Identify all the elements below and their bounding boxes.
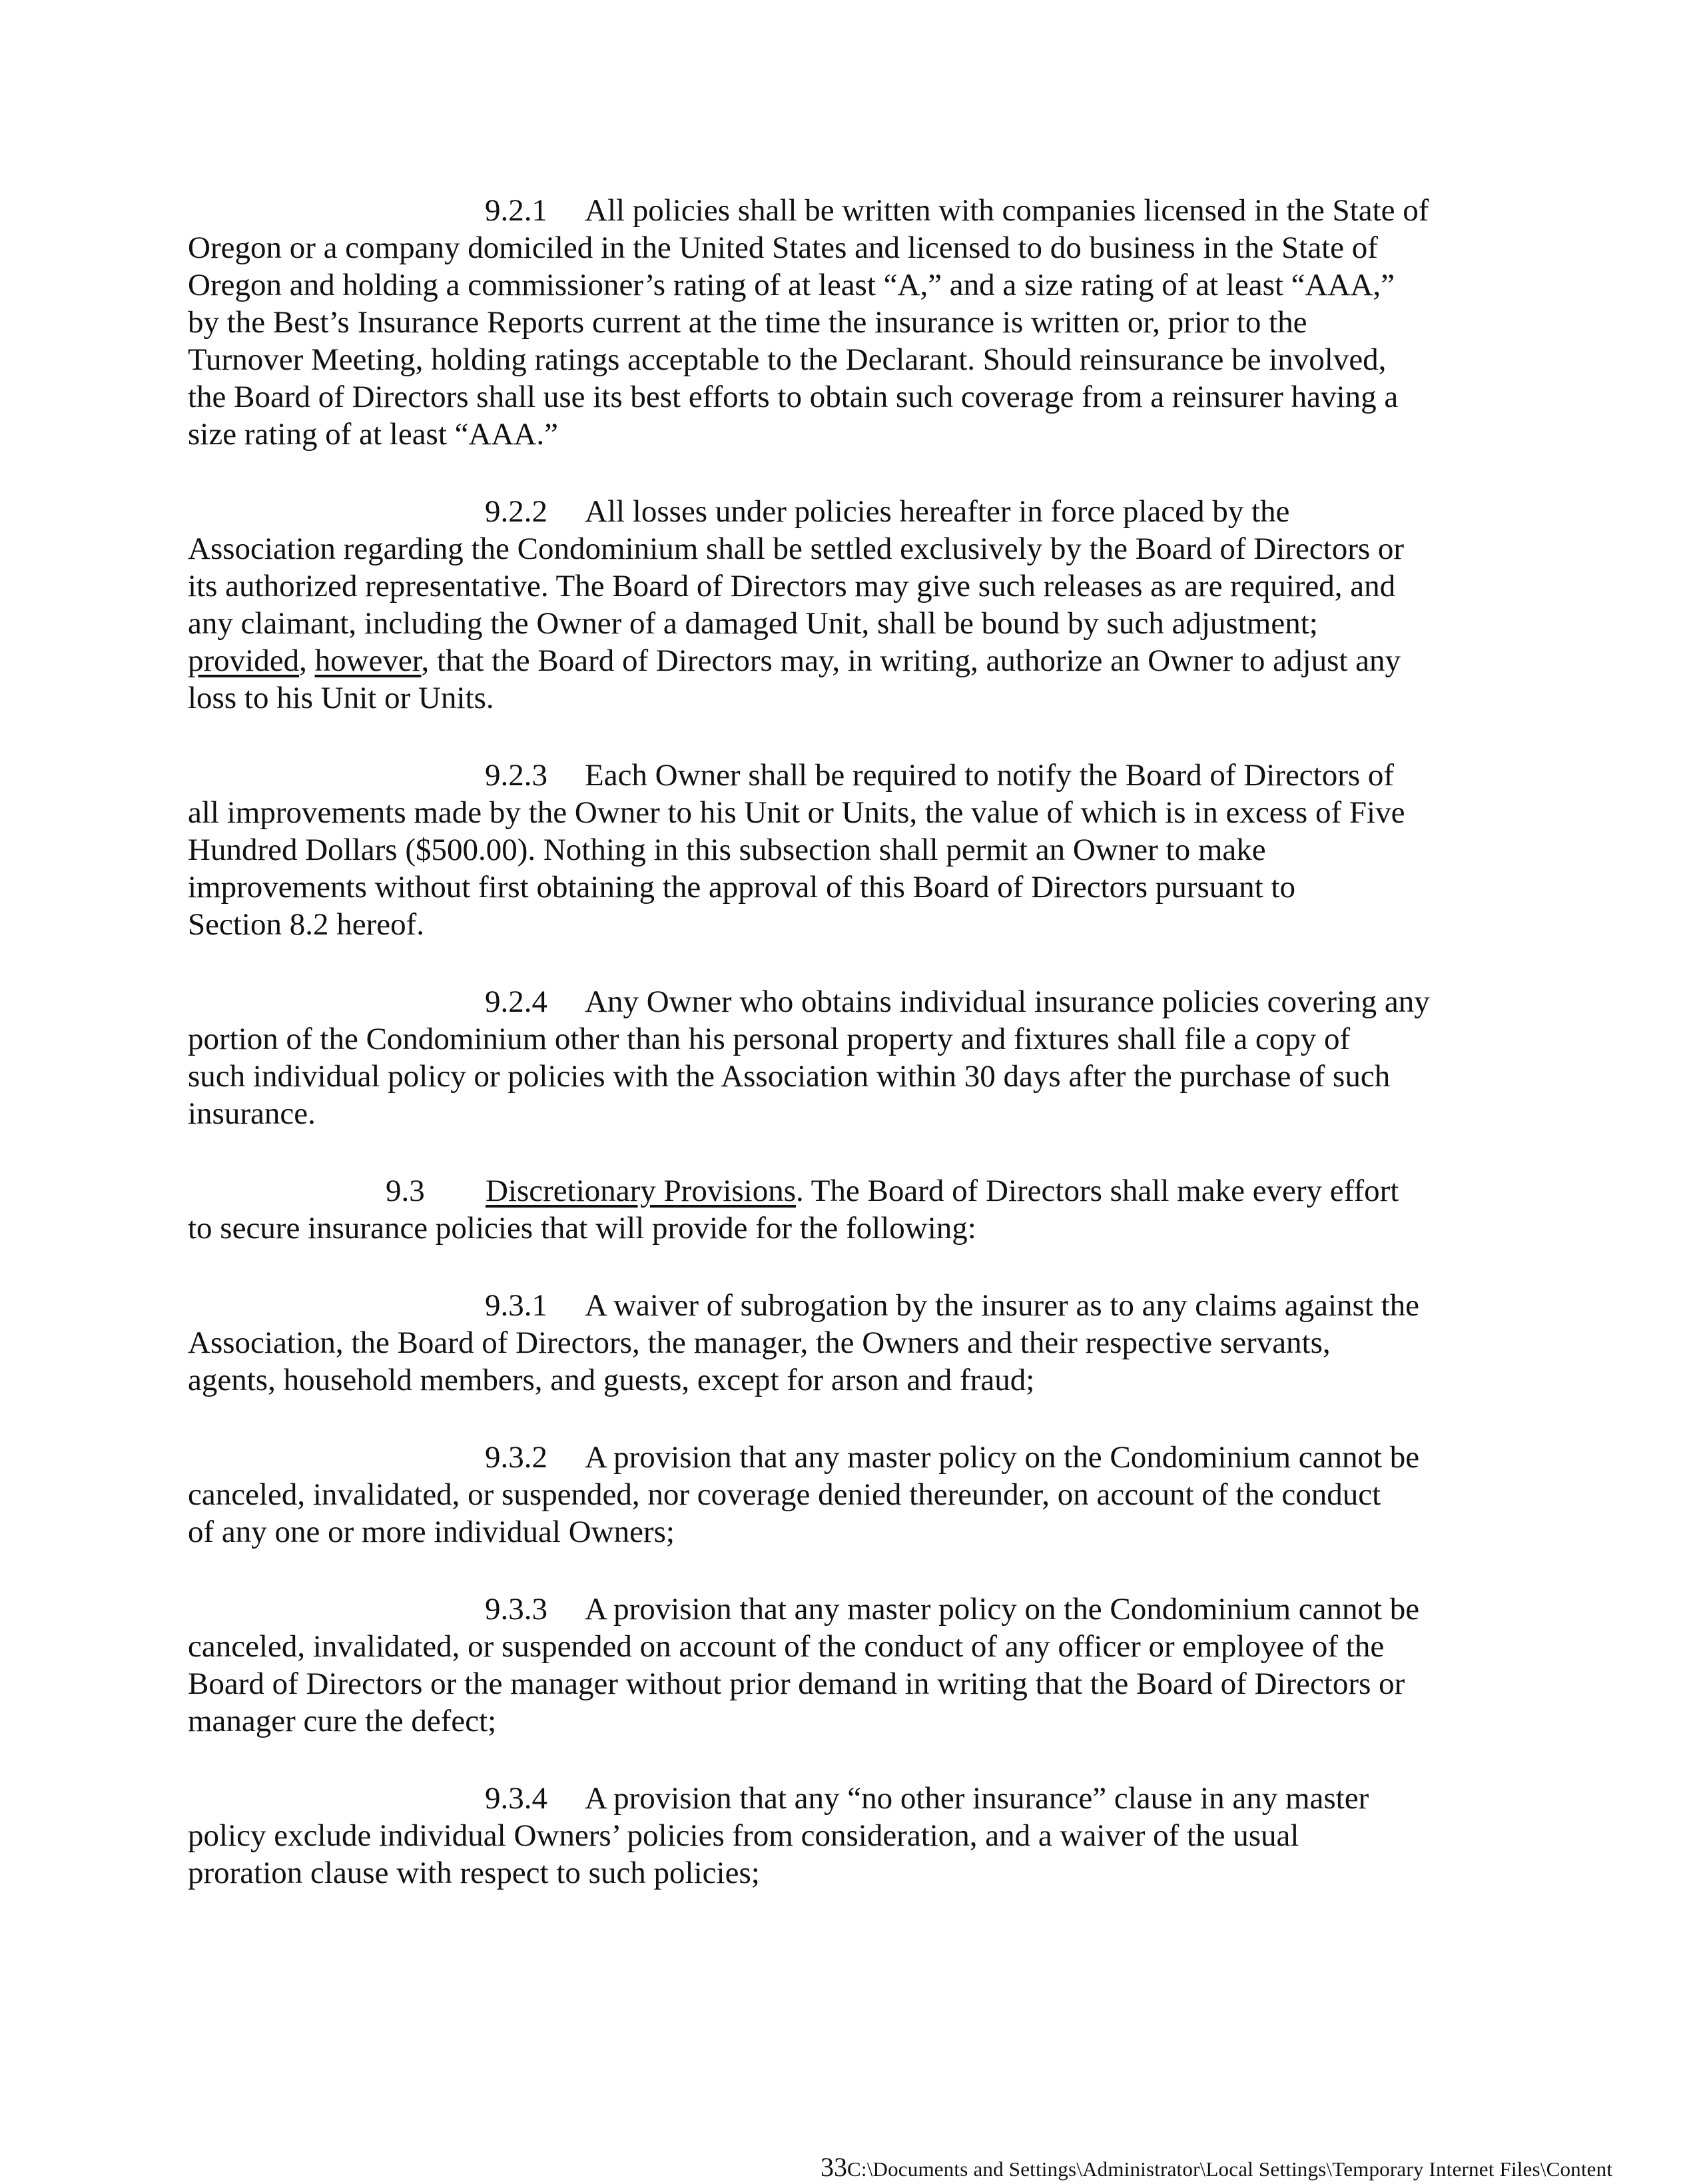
section-number: 9.2.4 <box>485 984 547 1019</box>
paragraph-line: Hundred Dollars ($500.00). Nothing in this subsection shall permit an Owner to make <box>188 833 1266 867</box>
paragraph-line: Oregon or a company domiciled in the United States and licensed to do business in the State of <box>188 230 1378 265</box>
section-number: 9.2.2 <box>485 494 547 529</box>
paragraph-line: of any one or more individual Owners; <box>188 1515 675 1549</box>
section-9-3-3 <box>188 1591 1493 1740</box>
section-9-3 <box>188 1172 1493 1247</box>
section-9-3-4 <box>188 1780 1493 1892</box>
section-heading: Discretionary Provisions <box>486 1174 797 1208</box>
page-number: 33 <box>821 2152 847 2182</box>
paragraph-line: Any Owner who obtains individual insurance policies covering any <box>585 984 1430 1019</box>
paragraph-line: canceled, invalidated, or suspended, nor coverage denied thereunder, on account of the conduct <box>188 1477 1381 1512</box>
paragraph-line: Association regarding the Condominium shall be settled exclusively by the Board of Directors or <box>188 532 1405 566</box>
paragraph-line: All policies shall be written with companies licensed in the State of <box>585 193 1429 228</box>
paragraph-line: Association, the Board of Directors, the manager, the Owners and their respective servants, <box>188 1325 1331 1360</box>
paragraph-line: Board of Directors or the manager without prior demand in writing that the Board of Directors or <box>188 1666 1405 1701</box>
paragraph-line: by the Best’s Insurance Reports current at the time the insurance is written or, prior to the <box>188 305 1307 340</box>
paragraph-line: Section 8.2 hereof. <box>188 907 425 942</box>
paragraph-line: Each Owner shall be required to notify the Board of Directors of <box>585 758 1395 793</box>
paragraph-line: size rating of at least “AAA.” <box>188 417 558 452</box>
paragraph-line: to secure insurance policies that will provide for the following: <box>188 1211 976 1246</box>
paragraph-line: A waiver of subrogation by the insurer as to any claims against the <box>585 1288 1420 1323</box>
paragraph-line: improvements without first obtaining the approval of this Board of Directors pursuant to <box>188 870 1295 905</box>
section-number: 9.3.3 <box>485 1592 547 1627</box>
paragraph-line: such individual policy or policies with the Association within 30 days after the purchase of such <box>188 1059 1391 1094</box>
paragraph-line: canceled, invalidated, or suspended on account of the conduct of any officer or employee of the <box>188 1629 1385 1664</box>
section-9-2-2 <box>188 493 1493 717</box>
paragraph-line: A provision that any master policy on the Condominium cannot be <box>585 1440 1420 1475</box>
section-number: 9.3.2 <box>485 1440 547 1475</box>
paragraph-line: policy exclude individual Owners’ policies from consideration, and a waiver of the usual <box>188 1818 1299 1853</box>
paragraph-line: A provision that any “no other insurance” clause in any master <box>585 1781 1369 1816</box>
underlined-term: however <box>314 643 422 678</box>
paragraph-line: portion of the Condominium other than his personal property and fixtures shall file a copy of <box>188 1022 1351 1056</box>
paragraph-line: the Board of Directors shall use its best efforts to obtain such coverage from a reinsurer having a <box>188 380 1399 414</box>
section-number: 9.3.1 <box>485 1288 547 1323</box>
paragraph-line: insurance. <box>188 1096 316 1131</box>
section-number: 9.2.3 <box>485 758 547 793</box>
section-9-2-4 <box>188 983 1493 1132</box>
paragraph-line: Turnover Meeting, holding ratings acceptable to the Declarant. Should reinsurance be involved, <box>188 342 1387 377</box>
paragraph-line: any claimant, including the Owner of a damaged Unit, shall be bound by such adjustment; <box>188 606 1318 641</box>
paragraph-line: A provision that any master policy on the Condominium cannot be <box>585 1592 1420 1627</box>
section-9-2-3 <box>188 757 1493 943</box>
paragraph-line: all improvements made by the Owner to his Unit or Units, the value of which is in excess of Five <box>188 795 1405 830</box>
paragraph-line: Oregon and holding a commissioner’s rating of at least “A,” and a size rating of at least “AAA,” <box>188 268 1395 302</box>
paragraph-line: loss to his Unit or Units. <box>188 681 494 715</box>
underlined-term: provided <box>188 643 300 678</box>
paragraph-line: its authorized representative. The Board of Directors may give such releases as are required, and <box>188 569 1396 603</box>
section-9-3-2 <box>188 1439 1493 1551</box>
paragraph-line: , <box>299 643 315 678</box>
paragraph-line: All losses under policies hereafter in force placed by the <box>585 494 1290 529</box>
paragraph-line: , that the Board of Directors may, in writing, authorize an Owner to adjust any <box>421 643 1401 678</box>
section-number: 9.3.4 <box>485 1781 547 1816</box>
paragraph-line: manager cure the defect; <box>188 1704 497 1738</box>
section-number: 9.2.1 <box>485 193 547 228</box>
section-9-2-1 <box>188 192 1493 453</box>
paragraph-line: proration clause with respect to such policies; <box>188 1856 760 1890</box>
document-body <box>188 192 1493 1932</box>
paragraph-line: . The Board of Directors shall make every effort <box>796 1174 1399 1208</box>
section-9-3-1 <box>188 1287 1493 1399</box>
paragraph-line: agents, household members, and guests, except for arson and fraud; <box>188 1363 1035 1397</box>
page-footer <box>821 2151 1697 2184</box>
section-number: 9.3 <box>386 1174 425 1208</box>
file-path: C:\Documents and Settings\Administrator\Local Settings\Temporary Internet Files\Content <box>847 2157 1613 2181</box>
